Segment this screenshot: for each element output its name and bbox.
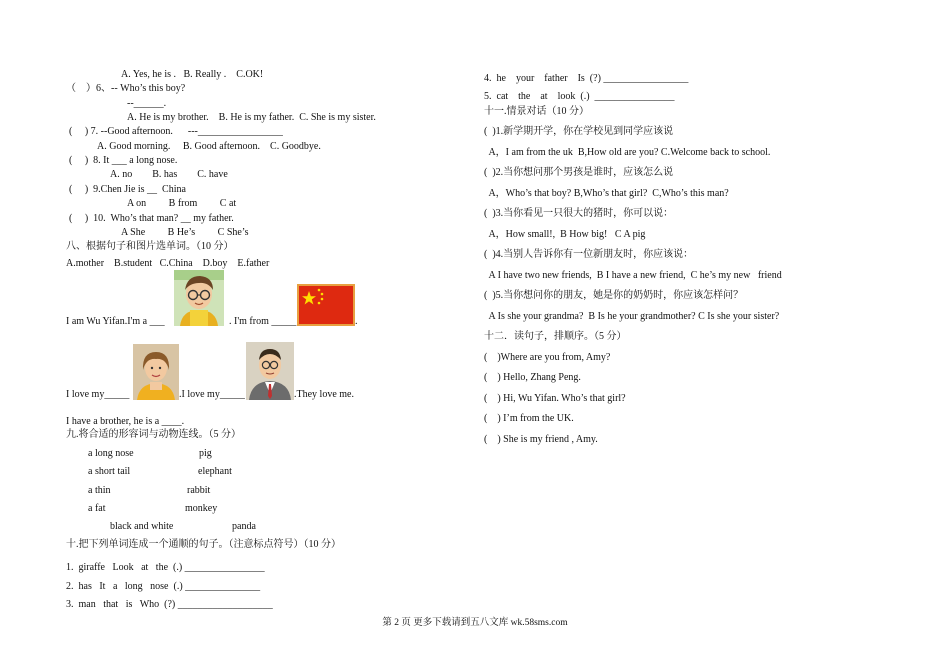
s11-options: A，How small!, B How big! C A pig	[484, 229, 646, 240]
s10-item: 1. giraffe Look at the (.) ________________	[66, 562, 265, 573]
s8-line2-part3: .They love me.	[294, 389, 354, 400]
s10-item: 2. has It a long nose (.) _______________	[66, 581, 261, 592]
s10-item: 5. cat the at look (.) ________________	[484, 91, 675, 102]
s8-line1-part2: . I'm from _____	[229, 316, 297, 327]
page-footer: 第 2 页 更多下载请到五八文库 wk.58sms.com	[382, 618, 568, 628]
boy-picture	[174, 270, 224, 326]
q6-stem: （ ）6、-- Who’s this boy?	[66, 83, 186, 94]
q7-stem: ( ) 7. --Good afternoon. ---_________________	[69, 126, 283, 137]
s11-options: A，Who’s that boy? B,Who’s that girl? C,Who’s this man?	[484, 188, 729, 199]
s11-question: ( )3.当你看见一只很大的猪时，你可以说：	[484, 208, 674, 219]
s11-question: ( )4.当别人告诉你有一位新朋友时，你应该说：	[484, 249, 694, 260]
s8-line3: I have a brother, he is a ____.	[66, 416, 185, 427]
s9-adjective: a long nose	[88, 448, 134, 459]
s12-item: ( ) She is my friend , Amy.	[484, 434, 598, 445]
s11-options: A，I am from the uk B,How old are you? C.Welcome back to school.	[484, 147, 771, 158]
s10-item: 4. he your father Is (?) _________________	[484, 73, 689, 84]
s9-animal: panda	[232, 521, 256, 532]
s8-line2-part1: I love my_____	[66, 389, 130, 400]
section8-word-bank: A.mother B.student C.China D.boy E.father	[66, 258, 270, 269]
s8-line1-part1: I am Wu Yifan.I'm a ___	[66, 316, 165, 327]
s9-adjective: a short tail	[88, 466, 131, 477]
s11-options: A I have two new friends, B I have a new friend, C he’s my new friend	[484, 270, 782, 281]
q9-stem: ( ) 9.Chen Jie is __ China	[69, 184, 186, 195]
q10-stem: ( ) 10. Who’s that man? __ my father.	[69, 213, 234, 224]
flag-field	[299, 286, 353, 324]
s9-adjective: black and white	[110, 521, 174, 532]
s9-animal: rabbit	[187, 485, 211, 496]
s9-adjective: a fat	[88, 503, 106, 514]
q5-options: A. Yes, he is . B. Really . C.OK!	[121, 69, 264, 80]
father-picture	[246, 342, 294, 400]
s12-item: ( ) I’m from the UK.	[484, 413, 574, 424]
q8-options: A. no B. has C. have	[110, 169, 228, 180]
s11-question: ( )1.新学期开学，你在学校见到同学应该说	[484, 126, 674, 137]
q6-reply: --______.	[127, 98, 167, 109]
china-flag-picture	[297, 284, 355, 326]
mother-picture	[133, 344, 179, 400]
s12-item: ( )Where are you from, Amy?	[484, 352, 611, 363]
s12-item: ( ) Hello, Zhang Peng.	[484, 372, 581, 383]
section12-title: 十二．读句子，排顺序。（5 分）	[484, 331, 627, 342]
s11-question: ( )2.当你想问那个男孩是谁时，应该怎么说	[484, 167, 674, 178]
s9-animal: pig	[199, 448, 212, 459]
s11-options: A Is she your grandma? B Is he your grandmother? C Is she your sister?	[484, 311, 780, 322]
s9-adjective: a thin	[88, 485, 111, 496]
section10-title: 十.把下列单词连成一个通顺的句子。（注意标点符号）（10 分）	[66, 539, 341, 550]
s12-item: ( ) Hi, Wu Yifan. Who’s that girl?	[484, 393, 626, 404]
s10-item: 3. man that is Who (?) ___________________	[66, 599, 273, 610]
section11-title: 十一.情景对话（10 分）	[484, 106, 589, 117]
s9-animal: monkey	[185, 503, 218, 514]
q9-options: A on B from C at	[127, 198, 237, 209]
section8-title: 八、根据句子和图片选单词。（10 分）	[66, 241, 234, 252]
q7-options: A. Good morning. B. Good afternoon. C. Goodbye.	[97, 141, 321, 152]
q8-stem: ( ) 8. It ___ a long nose.	[69, 155, 178, 166]
s8-line1-part3: .	[355, 316, 358, 327]
section9-title: 九.将合适的形容词与动物连线。（5 分）	[66, 429, 241, 440]
q6-options: A. He is my brother. B. He is my father. C. She is my sister.	[127, 112, 376, 123]
s9-animal: elephant	[198, 466, 232, 477]
q10-options: A She B He’s C She’s	[121, 227, 249, 238]
s11-question: ( )5.当你想问你的朋友，她是你的奶奶时，你应该怎样问？	[484, 290, 744, 301]
s8-line2-part2: .I love my_____	[179, 389, 245, 400]
